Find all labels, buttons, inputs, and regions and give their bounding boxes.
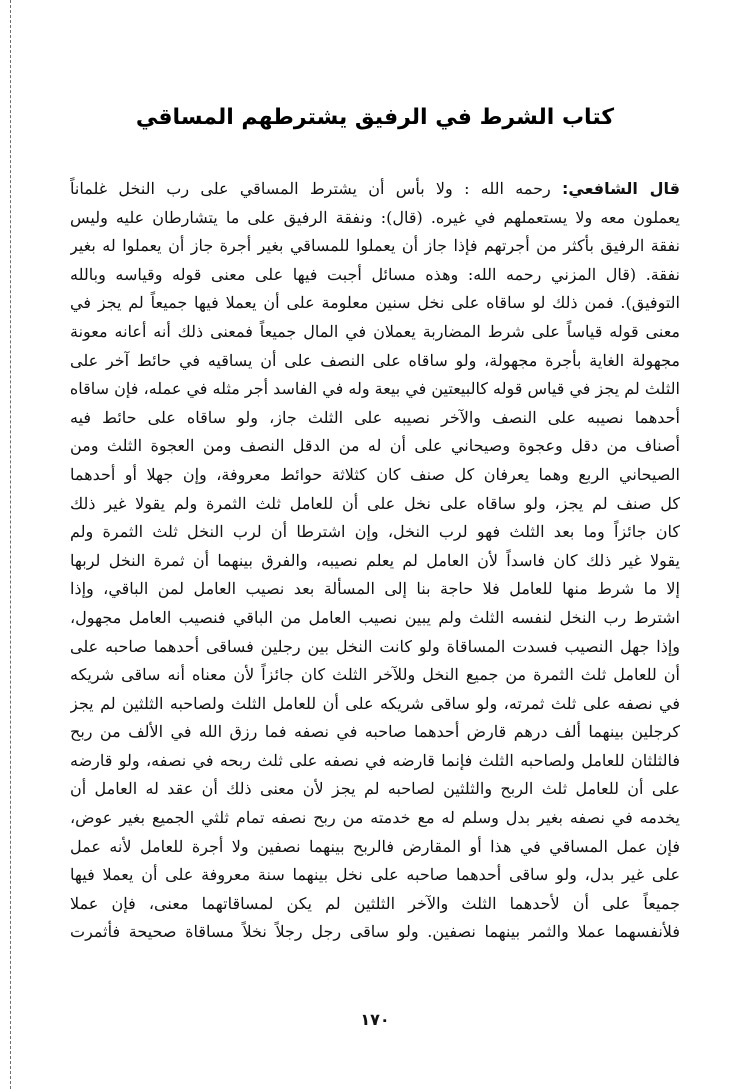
speaker-label: قال الشافعي:	[561, 179, 680, 198]
page-number: ١٧٠	[360, 1010, 390, 1029]
text-line-2: يعملون معه ولا يستعملهم في غيره. (قال): ونفقة الرفيق على ما يتشارطان عليه وليس	[70, 207, 680, 227]
text-line-14: يقولا غير ذلك كان فاسداً لأن العامل لم يعلم نصيبه، والفرق بينهما أن ثمرة النخل لربها	[70, 550, 680, 570]
text-line-19: في نصفه على ثلث ثمرته، ولو ساقى شريكه على أن للعامل الثلث ولصاحبه الثلثين لم يجز	[70, 693, 680, 713]
text-line-16: اشترط رب النخل لنفسه الثلث ولم يبين نصيب العامل من الباقي فنصيب العامل مجهول،	[70, 607, 680, 627]
text-line-8: الثلث لم يجز في قياس قوله كالبيعتين في بيعة وله في الفاسد أجر مثله في عمله، فإن ساقاه	[70, 379, 680, 399]
text-line-1-content: رحمه الله : ولا بأس أن يشترط المساقي على رب النخل غلماناً	[70, 179, 551, 198]
text-line-12: كل صنف لم يجز، ولو ساقاه على نخل على أن للعامل ثلث الثمرة ولم يقولا غير ذلك	[70, 493, 680, 513]
text-line-1	[70, 175, 680, 204]
book-page	[70, 0, 680, 1089]
text-line-10: أصناف من دقل وعجوة وصيحاني على أن له من الدقل النصف ومن العجوة الثلث ومن	[70, 436, 680, 456]
text-line-15: إلا ما شرط منها للعامل فلا حاجة بنا إلى المسألة بعد نصيب العامل لمن الباقي، وإذا	[70, 579, 680, 599]
text-line-17: وإذا جهل النصيب فسدت المساقاة ولو كانت النخل بين رجلين فساقى أحدهما صاحبه على	[70, 636, 680, 656]
text-line-23: يخدمه في نصفه بغير بدل وسلم له مع خدمته من ربح نصفه تمام ثلثي الجميع بغير عوض،	[70, 808, 680, 828]
text-line-7: مجهولة الغاية بأجرة مجهولة، ولو ساقاه على النصف على أن يساقيه في حائط آخر على	[70, 350, 680, 370]
text-line-26: جميعاً على أن لأحدهما الثلث والآخر الثلثين لم يكن لمساقاتهما معنى، فإن عملا	[70, 893, 680, 913]
chapter-body	[70, 175, 680, 947]
text-line-22: على أن للعامل ثلث الربح والثلثين لصاحبه لم يجز لأن معنى ذلك أن عقد له العامل أن	[70, 779, 680, 799]
text-line-9: أحدهما نصيبه على النصف والآخر نصيبه على الثلث جاز، ولو ساقاه على حائط فيه	[70, 407, 680, 427]
text-line-24: فإن عمل المساقي في هذا أو المقارض فالربح بينهما نصفين ولا أجرة للعامل لأنه عمل	[70, 836, 680, 856]
text-line-25: على غير بدل، ولو ساقى أحدهما صاحبه على نخل بينهما سنة معروفة على أن يعملا فيها	[70, 865, 680, 885]
text-line-3: نفقة الرفيق بأكثر من أجرتهم فإذا جاز أن يعملوا للمساقي بغير أجرة جاز أن يعملوا له بغير	[70, 236, 680, 256]
text-line-11: الصيحاني الربع وهما يعرفان كل صنف كان كثلاثة حوائط معروفة، وإن جهلا أو أحدهما	[70, 464, 680, 484]
chapter-title: كتاب الشرط في الرفيق يشترطهم المساقي	[135, 105, 615, 130]
text-line-20: كرجلين بينهما ألف درهم قارض أحدهما صاحبه في نصفه فما رزق الله في الألف من ربح	[70, 722, 680, 742]
text-line-21: فالثلثان للعامل ولصاحبه الثلث فإنما قارضه في نصفه على ثلث ربحه في نصفه، ولو قارضه	[70, 750, 680, 770]
text-line-6: معنى قوله قياساً على شرط المضاربة يعملان في المال جميعاً فمعنى ذلك أنه أعانه معونة	[70, 321, 680, 341]
text-line-18: أن للعامل ثلث الثمرة من جميع النخل وللآخر الثلث كان جائزاً لأن معناه أنه ساقى شريكه	[70, 665, 680, 685]
text-line-13: كان جائزاً وما بعد الثلث فهو لرب النخل، وإن اشترطا أن لرب النخل ثلث الثمرة ولم	[70, 522, 680, 542]
text-line-27: فلأنفسهما عملا والثمر بينهما نصفين. ولو ساقى رجل رجلاً نخلاً مساقاة صحيحة فأثمرت	[70, 922, 680, 942]
scan-fold-line	[10, 0, 11, 1089]
text-line-4: نفقة. (قال المزني رحمه الله: وهذه مسائل أجبت فيها على معنى قوله وقياسه وبالله	[70, 264, 680, 284]
text-line-5: التوفيق). فمن ذلك لو ساقاه على نخل سنين معلومة على أن يعملا فيها جميعاً لم يجز في	[70, 293, 680, 313]
